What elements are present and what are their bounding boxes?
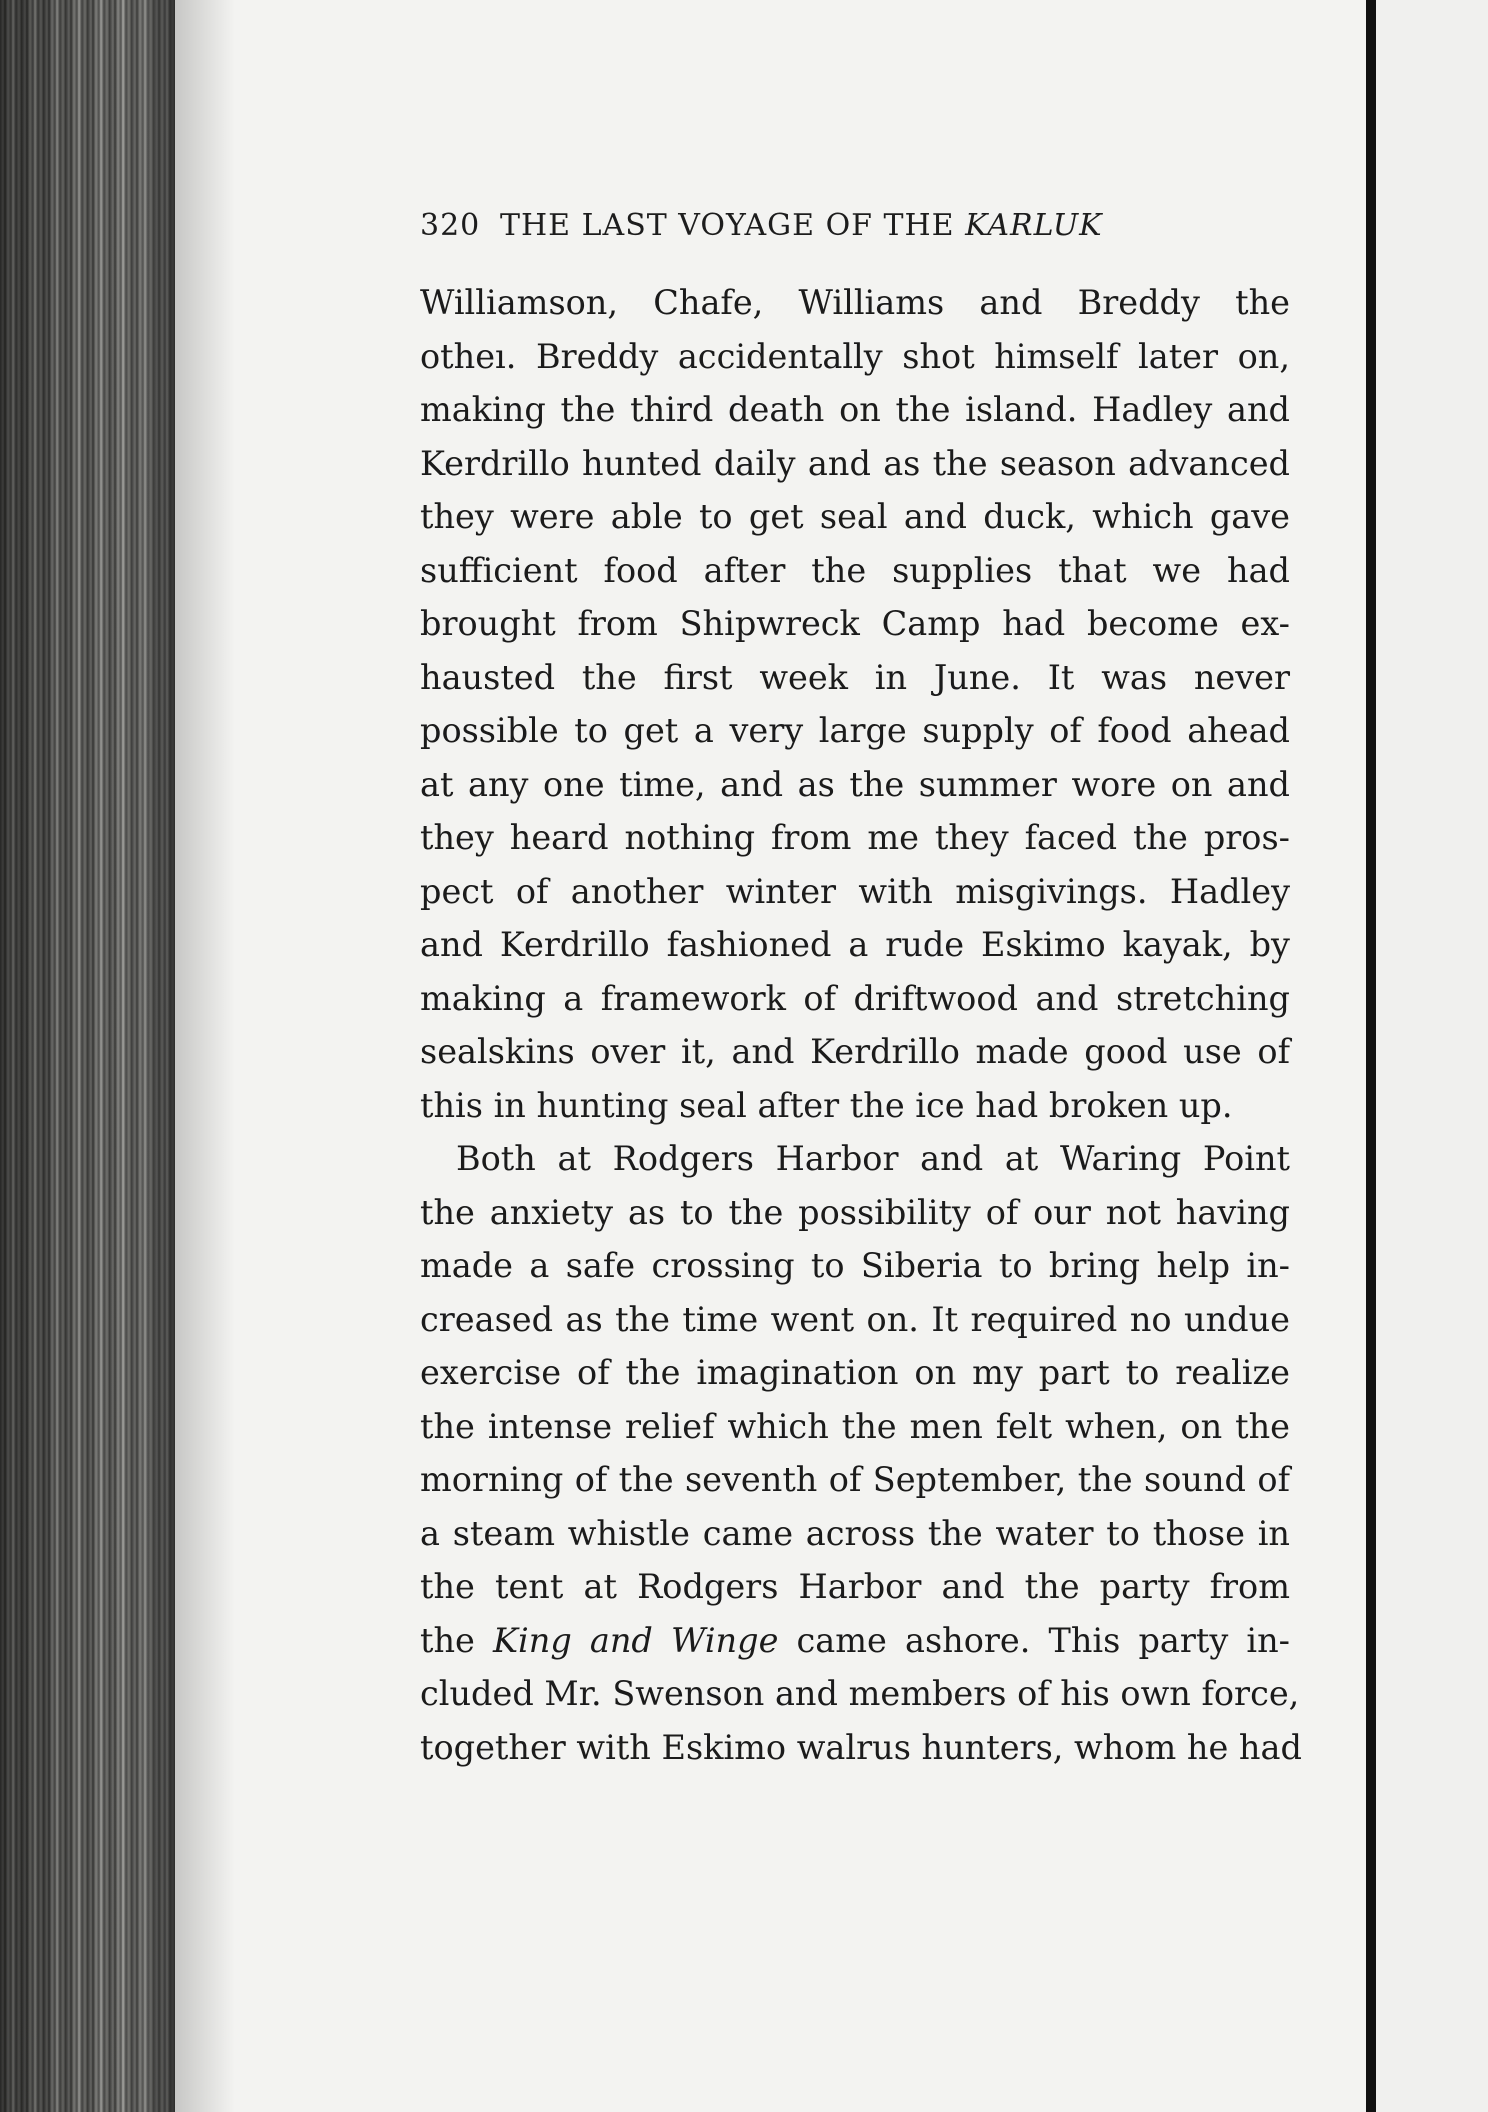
text-line: at any one time, and as the summer wore on and [420,764,1290,804]
text-line: making a framework of driftwood and stretching [420,978,1290,1018]
text-line: cluded Mr. Swenson and members of his own force, [420,1674,1300,1713]
text-line: Williamson, Chafe, Williams and Breddy the [420,283,1290,322]
text-line: sufficient food after the supplies that we had [420,550,1290,590]
line-start: the [420,1620,493,1660]
book-page [420,196,1302,1774]
text-line: the anxiety as to the possibility of our not having [420,1192,1290,1232]
text-line: pect of another winter with misgivings. Hadley [420,871,1290,911]
text-line: the intense relief which the men felt when, on the [420,1406,1290,1446]
next-page-edge [1366,0,1376,2112]
gutter-shadow [175,0,235,2112]
text-line-with-ship-name [420,1614,1290,1668]
text-line: the tent at Rodgers Harbor and the party from [420,1567,1290,1606]
text-line: morning of the seventh of September, the sound of [420,1460,1290,1499]
text-line: Kerdrillo hunted daily and as the season advanced [420,443,1290,483]
text-line: together with Eskimo walrus hunters, whom he had [420,1727,1302,1767]
text-line: creased as the time went on. It required no undue [420,1299,1290,1339]
text-line: making the third death on the island. Hadley and [420,390,1290,429]
text-line: sealskins over it, and Kerdrillo made good use of [420,1032,1290,1071]
line-end: came ashore. This party in- [778,1620,1290,1660]
text-line: they were able to get seal and duck, which gave [420,497,1290,536]
page-number: 320 [420,208,481,243]
text-line: brought from Shipwreck Camp had become ex- [420,604,1290,643]
text-line: and Kerdrillo fashioned a rude Eskimo kayak, by [420,925,1290,964]
running-title [500,208,1103,243]
body-text [420,276,1302,1774]
text-line: made a safe crossing to Siberia to bring help in- [420,1246,1290,1285]
paragraph-end-line: this in hunting seal after the ice had broken up. [420,1085,1233,1125]
running-title-text: THE LAST VOYAGE OF THE [500,208,966,243]
paragraph-start-line: Both at Rodgers Harbor and at Waring Point [456,1139,1290,1178]
running-title-ship: KARLUK [965,208,1103,243]
text-line: a steam whistle came across the water to those in [420,1513,1290,1553]
text-line: hausted the first week in June. It was never [420,657,1290,697]
text-line: they heard nothing from me they faced the pros- [420,818,1290,857]
running-header [420,196,1290,256]
right-margin [1376,0,1488,2112]
text-line: possible to get a very large supply of food ahead [420,711,1290,750]
text-line: otheı. Breddy accidentally shot himself later on, [420,336,1290,376]
book-page-edge [0,0,175,2112]
ship-name: King and Winge [493,1620,779,1660]
text-line: exercise of the imagination on my part to realize [420,1353,1290,1392]
